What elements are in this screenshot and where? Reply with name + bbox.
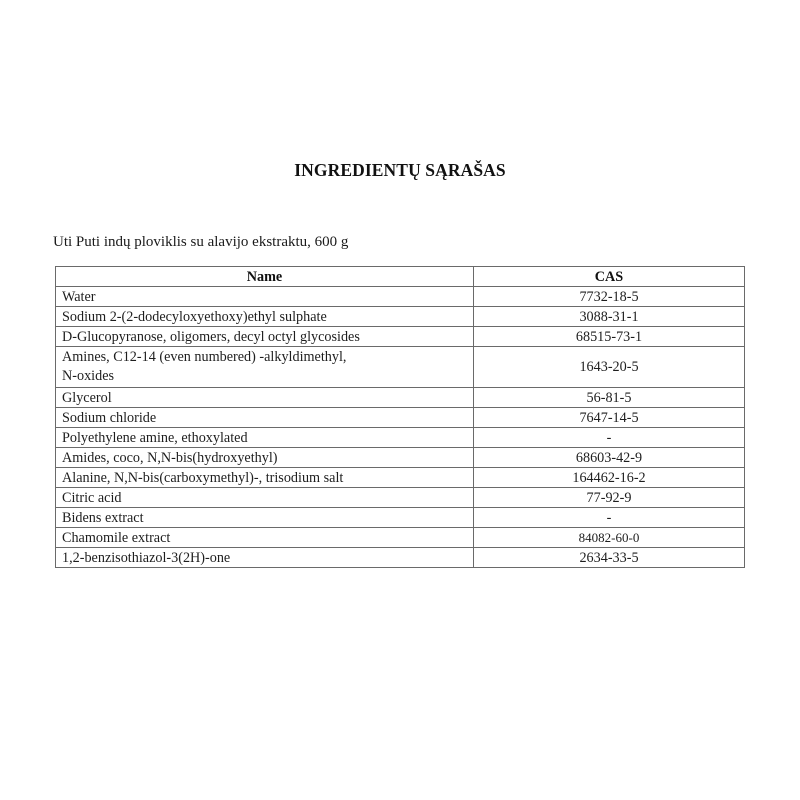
table-row bbox=[56, 508, 745, 528]
table-row bbox=[56, 307, 745, 327]
ingredient-name: Water bbox=[56, 287, 474, 307]
ingredients-table bbox=[55, 266, 745, 568]
cas-number: - bbox=[474, 508, 745, 528]
ingredient-name: Glycerol bbox=[56, 388, 474, 408]
cas-number: 2634-33-5 bbox=[474, 548, 745, 568]
ingredient-name-line-2: N-oxides bbox=[62, 368, 115, 384]
cas-number: 68515-73-1 bbox=[474, 327, 745, 347]
product-name: Uti Puti indų ploviklis su alavijo ekstraktu, 600 g bbox=[53, 234, 349, 250]
ingredient-name-line-1: Amines, C12-14 (even numbered) -alkyldimethyl, bbox=[62, 349, 347, 365]
ingredient-name: Amides, coco, N,N-bis(hydroxyethyl) bbox=[56, 448, 474, 468]
cas-number: 84082-60-0 bbox=[474, 528, 745, 548]
cas-number: 164462-16-2 bbox=[474, 468, 745, 488]
ingredient-name: Sodium 2-(2-dodecyloxyethoxy)ethyl sulphate bbox=[56, 307, 474, 327]
cas-number: 7732-18-5 bbox=[474, 287, 745, 307]
column-header-cas: CAS bbox=[474, 267, 745, 287]
column-header-name: Name bbox=[56, 267, 474, 287]
ingredient-name: Bidens extract bbox=[56, 508, 474, 528]
ingredient-name: Chamomile extract bbox=[56, 528, 474, 548]
cas-number: 7647-14-5 bbox=[474, 408, 745, 428]
ingredient-name: Citric acid bbox=[56, 488, 474, 508]
cas-number: - bbox=[474, 428, 745, 448]
ingredient-name: Sodium chloride bbox=[56, 408, 474, 428]
table-row bbox=[56, 287, 745, 307]
ingredient-name: Alanine, N,N-bis(carboxymethyl)-, trisodium salt bbox=[56, 468, 474, 488]
ingredient-name bbox=[56, 347, 474, 388]
table-row bbox=[56, 347, 745, 388]
table-row bbox=[56, 428, 745, 448]
table-row bbox=[56, 548, 745, 568]
table-row bbox=[56, 468, 745, 488]
table-row bbox=[56, 528, 745, 548]
cas-number: 77-92-9 bbox=[474, 488, 745, 508]
ingredient-name: 1,2-benzisothiazol-3(2H)-one bbox=[56, 548, 474, 568]
cas-number: 68603-42-9 bbox=[474, 448, 745, 468]
document-title: INGREDIENTŲ SĄRAŠAS bbox=[294, 160, 506, 180]
cas-number: 3088-31-1 bbox=[474, 307, 745, 327]
table-row bbox=[56, 388, 745, 408]
cas-number: 1643-20-5 bbox=[474, 347, 745, 388]
table-row bbox=[56, 327, 745, 347]
table-header-row bbox=[56, 267, 745, 287]
table-row bbox=[56, 448, 745, 468]
table-row bbox=[56, 408, 745, 428]
cas-number: 56-81-5 bbox=[474, 388, 745, 408]
ingredient-name: Polyethylene amine, ethoxylated bbox=[56, 428, 474, 448]
table-row bbox=[56, 488, 745, 508]
ingredient-name: D-Glucopyranose, oligomers, decyl octyl glycosides bbox=[56, 327, 474, 347]
